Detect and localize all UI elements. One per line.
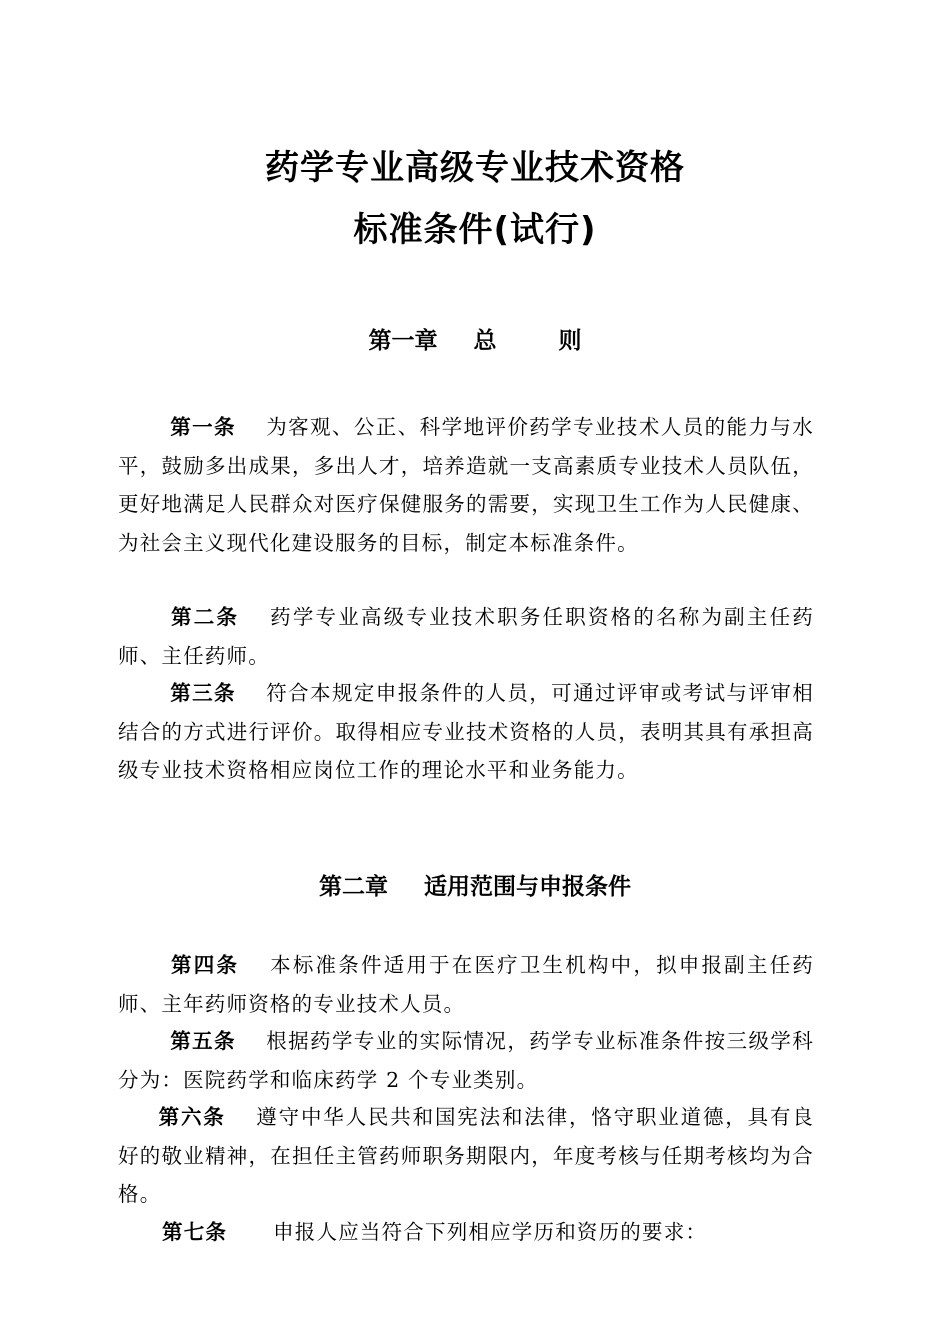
article-3 [118,674,814,790]
chapter-1-heading [0,326,950,356]
chapter-1-title-part-1: 总 [473,328,497,354]
article-text: 申报人应当符合下列相应学历和资历的要求： [273,1220,708,1244]
article-label: 第七条 [162,1220,228,1244]
chapter-2-heading [0,872,950,902]
article-label: 第二条 [170,605,240,629]
article-text: 本标准条件适用于在医疗卫生机构中，拟申报副主任药师、主年药师资格的专业技术人员。 [118,953,814,1016]
article-label: 第五条 [170,1029,236,1053]
article-1 [118,408,814,562]
document-title-line-1: 药学专业高级专业技术资格 [265,148,685,188]
article-2 [118,598,814,675]
article-text: 符合本规定申报条件的人员，可通过评审或考试与评审相结合的方式进行评价。取得相应专业技术资格的人员，表明其具有承担高级专业技术资格相应岗位工作的理论水平和业务能力。 [118,681,814,782]
chapter-2-number: 第二章 [319,874,388,900]
article-text: 根据药学专业的实际情况，药学专业标准条件按三级学科分为：医院药学和临床药学 2 个专业类别。 [118,1029,814,1092]
article-label: 第三条 [170,681,236,705]
article-7 [118,1213,814,1252]
chapter-1-title-part-2: 则 [558,328,582,354]
article-6 [118,1098,814,1214]
document-title-line-2: 标准条件(试行) [353,210,597,250]
chapter-1-number: 第一章 [368,328,438,354]
article-text: 药学专业高级专业技术职务任职资格的名称为副主任药师、主任药师。 [118,605,814,668]
article-label: 第四条 [170,953,240,977]
article-text: 为客观、公正、科学地评价药学专业技术人员的能力与水平，鼓励多出成果，多出人才，培养造就一支高素质专业技术人员队伍，更好地满足人民群众对医疗保健服务的需要，实现卫生工作为人民健康、为社会主义现代化建设服务的目标，制定本标准条件。 [118,415,814,555]
article-4 [118,946,814,1023]
article-label: 第六条 [158,1105,226,1129]
article-5 [118,1022,814,1099]
article-text: 遵守中华人民共和国宪法和法律，恪守职业道德，具有良好的敬业精神，在担任主管药师职务期限内，年度考核与任期考核均为合格。 [118,1105,814,1206]
chapter-2-title: 适用范围与申报条件 [424,874,631,900]
article-label: 第一条 [170,415,236,439]
